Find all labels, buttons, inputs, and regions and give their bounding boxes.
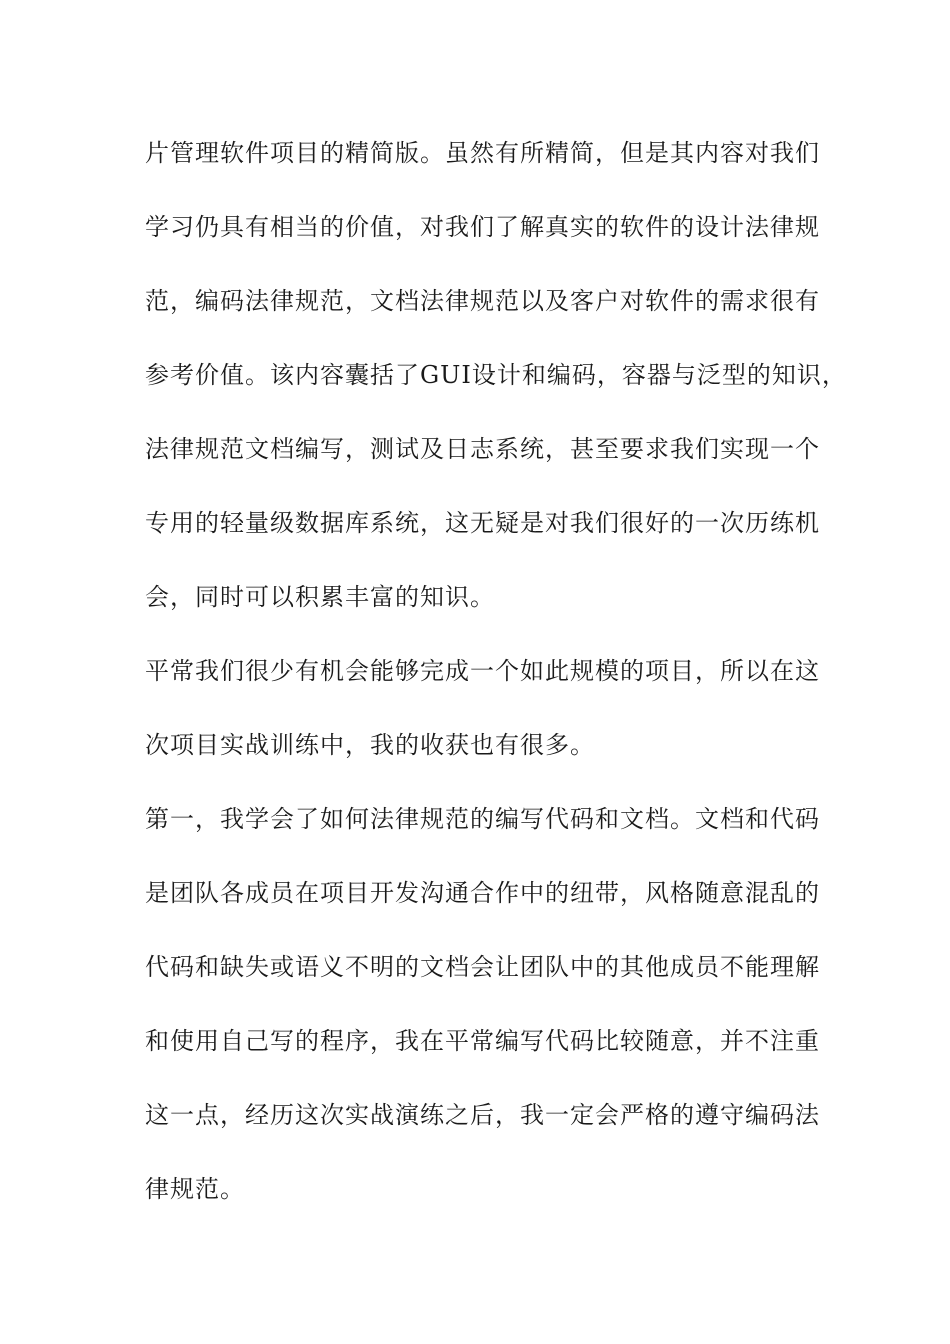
paragraph-2 (145, 651, 820, 799)
text-line: 参考价值。该内容囊括了GUI设计和编码，容器与泛型的知识， (145, 361, 847, 389)
text-line: 范，编码法律规范，文档法律规范以及客户对软件的需求很有 (145, 287, 820, 315)
document-body (145, 133, 847, 1243)
text-line: 代码和缺失或语义不明的文档会让团队中的其他成员不能理解 (145, 953, 820, 981)
text-line: 律规范。 (145, 1175, 245, 1203)
text-line: 会，同时可以积累丰富的知识。 (145, 583, 495, 611)
text-line: 第一，我学会了如何法律规范的编写代码和文档。文档和代码 (145, 805, 820, 833)
text-line: 片管理软件项目的精简版。虽然有所精简，但是其内容对我们 (145, 139, 820, 167)
text-line: 法律规范文档编写，测试及日志系统，甚至要求我们实现一个 (145, 435, 820, 463)
text-line: 是团队各成员在项目开发沟通合作中的纽带，风格随意混乱的 (145, 879, 820, 907)
text-line: 和使用自己写的程序，我在平常编写代码比较随意，并不注重 (145, 1027, 820, 1055)
text-line: 次项目实战训练中，我的收获也有很多。 (145, 731, 595, 759)
paragraph-1 (145, 133, 847, 651)
text-line: 平常我们很少有机会能够完成一个如此规模的项目，所以在这 (145, 657, 820, 685)
text-line: 学习仍具有相当的价值，对我们了解真实的软件的设计法律规 (145, 213, 820, 241)
text-line: 专用的轻量级数据库系统，这无疑是对我们很好的一次历练机 (145, 509, 820, 537)
paragraph-3 (145, 799, 820, 1243)
text-line: 这一点，经历这次实战演练之后，我一定会严格的遵守编码法 (145, 1101, 820, 1129)
